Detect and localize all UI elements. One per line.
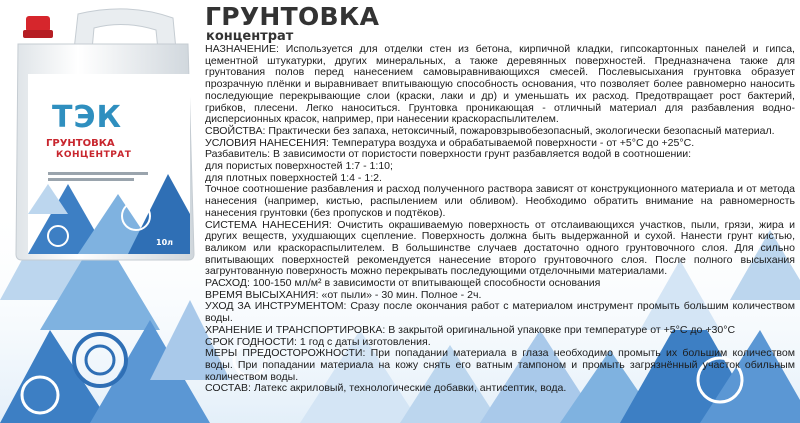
porous-ratio-line: для пористых поверхностей 1:7 - 1:10; (205, 160, 393, 173)
drying-paragraph: ВРЕМЯ ВЫСЫХАНИЯ: «от пыли» - 30 мин. Полное - 2ч. (205, 288, 482, 301)
storage-paragraph: ХРАНЕНИЕ И ТРАНСПОРТИРОВКА: В закрытой оригинальной упаковке при температуре от +5°С до +30°С (205, 323, 736, 336)
precautions-paragraph: МЕРЫ ПРЕДОСТОРОЖНОСТИ: При попадании материала в глаза необходимо промыть их большим количеством воды. При попадании материала на кожу снять его ватным тампоном и промыть загрязнённый участок обильным количеством воды. (205, 347, 795, 383)
tool-care-paragraph: УХОД ЗА ИНСТРУМЕНТОМ: Сразу после окончания работ с материалом инструмент промыть большим количеством воды. (205, 300, 795, 325)
consumption-paragraph: РАСХОД: 100-150 мл/м² в зависимости от впитывающей способности основания (205, 277, 601, 290)
diluent-paragraph: Разбавитель: В зависимости от пористости поверхности грунт разбавляется водой в соотношении: (205, 148, 692, 161)
system-paragraph: СИСТЕМА НАНЕСЕНИЯ: Очистить окрашиваемую поверхность от отслаивающихся участков, пыли, грязи, жира и других веществ, ухудшающих сцепление. Поверхность должна быть выдержанной и сухой. Нанести грунт кистью, валиком или краскораспылителем. В большинстве случаев достаточно одного грунтовочного слоя. Для сильно впитывающих поверхностей рекомендуется нанесение второго грунтовочного слоя. После полного высыхания загрунтованную поверхность можно перекрывать последующими отделочными материалами. (205, 218, 795, 278)
description-body (205, 44, 795, 395)
canister-cap (26, 16, 50, 32)
ratio-paragraph: Точное соотношение разбавления и расход полученного раствора зависят от конструкционного материала и от метода нанесения (например, кистью, распылением или обливом). Необходимо обратить внимание на равномерность нанесения грунтовки (без пропусков и подтёков). (205, 183, 795, 219)
canister-volume: 10л (156, 238, 173, 247)
canister-label-subtitle: КОНЦЕНТРАТ (56, 150, 132, 160)
shelf-life-paragraph: СРОК ГОДНОСТИ: 1 год с даты изготовления. (205, 335, 431, 348)
purpose-paragraph: НАЗНАЧЕНИЕ: Используется для отделки стен из бетона, кирпичной кладки, гипсокартонных панелей и гипса, цементной штукатурки, других минеральных, а также деревянных поверхностей. Предназначена также для грунтования полов перед нанесением самовыравнивающихся смесей. Послевысыхания грунтовка образует прозрачную плёнки и выравнивает впитывающую способность основания, что позволяет более равномерно наносить последующие перекрывающие слои (краски, лаки и др) и уменьшать их расход. Предотвращает рост бактерий, грибков, плесени. Легко наноситься. Грунтовка проникающая - отличный материал для разбавления водно-дисперсионных красок, например, при нанесении краскораспылителем. (205, 43, 795, 126)
dense-ratio-line: для плотных поверхностей 1:4 - 1:2. (205, 171, 382, 184)
page-title: ГРУНТОВКА (205, 2, 380, 31)
brand-logo: ТЭК (52, 100, 123, 135)
canister-label-title: ГРУНТОВКА (46, 138, 115, 149)
properties-paragraph: СВОЙСТВА: Практически без запаха, нетоксичный, пожаровзрывобезопасный, экологически безопасный материал. (205, 124, 775, 137)
composition-paragraph: СОСТАВ: Латекс акриловый, технологические добавки, антисептик, вода. (205, 382, 567, 395)
conditions-paragraph: УСЛОВИЯ НАНЕСЕНИЯ: Температура воздуха и обрабатываемой поверхности - от +5°С до +25°С. (205, 136, 695, 149)
page-subtitle: концентрат (206, 29, 294, 44)
